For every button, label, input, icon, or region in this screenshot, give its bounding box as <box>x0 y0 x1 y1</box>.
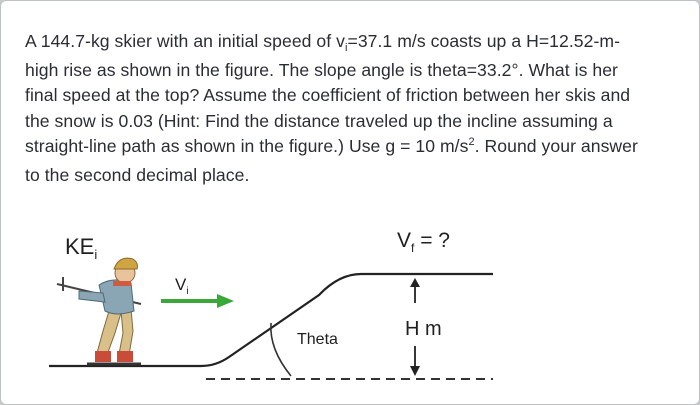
kinetic-energy-label: $KE_i$ <box>65 234 98 262</box>
theta-arc <box>271 323 291 376</box>
problem-line-1: A 144.7-kg skier with an initial speed of $v_i=37.1$ m/s coasts up a H=12.52-m- <box>25 31 620 54</box>
velocity-arrowhead <box>217 294 234 308</box>
problem-line-6: to the second decimal place. <box>25 164 250 185</box>
problem-line-5: straight-line path as shown in the figure.) Use g = 10 $m/s^2$. Round your answer <box>25 136 638 156</box>
initial-velocity-label: $V_i$ <box>175 275 189 297</box>
height-label: H m <box>405 318 442 340</box>
final-velocity-label: $V_f$ = ? <box>397 229 450 255</box>
skier-figure <box>1 1 700 405</box>
problem-line-3: final speed at the top? Assume the coefficient of friction between her skis and <box>25 85 631 105</box>
problem-line-4: the snow is 0.03 (Hint: Find the distance traveled up the incline assuming a <box>25 110 613 131</box>
skier-icon <box>57 258 141 364</box>
theta-label: Theta <box>297 331 338 348</box>
problem-line-2: high rise as shown in the figure. The slope angle is theta=33.2°. What is her <box>25 59 618 80</box>
